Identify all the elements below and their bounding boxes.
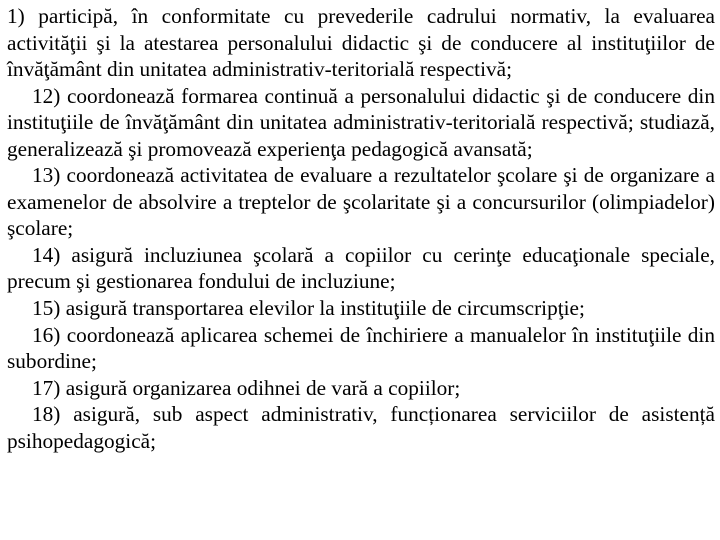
paragraph-item-13: 13) coordonează activitatea de evaluare a rezultatelor şcolare şi de organizare a examenelor de absolvire a treptelor de şcolaritate şi a concursurilor (olimpiadelor) şcolare;: [7, 163, 715, 241]
paragraph-item-14: 14) asigură incluziunea şcolară a copiilor cu cerinţe educaţionale speciale, precum şi gestionarea fondului de incluziune;: [7, 242, 715, 294]
paragraph-item-15: 15) asigură transportarea elevilor la instituţiile de circumscripţie;: [32, 296, 585, 321]
paragraph-item-18: 18) asigură, sub aspect administrativ, funcționarea serviciilor de asistență psihopedagogică;: [7, 402, 715, 453]
paragraph-item-1: 1) participă, în conformitate cu prevederile cadrului normativ, la evaluarea activităţii şi la atestarea personalului didactic şi de conducere al instituţiilor de învăţământ din unitatea administrativ-teritorială respectivă;: [7, 4, 715, 82]
document-body: [7, 3, 715, 454]
paragraph-item-17: 17) asigură organizarea odihnei de vară a copiilor;: [32, 375, 461, 400]
paragraph-item-12: 12) coordonează formarea continuă a personalului didactic şi de conducere din instituţiile de învăţământ din unitatea administrativ-teritorială respectivă; studiază, generalizează şi promovează experienţa pedagogică avansată;: [7, 83, 715, 161]
paragraph-item-16: 16) coordonează aplicarea schemei de închiriere a manualelor în instituţiile din subordine;: [7, 322, 715, 374]
